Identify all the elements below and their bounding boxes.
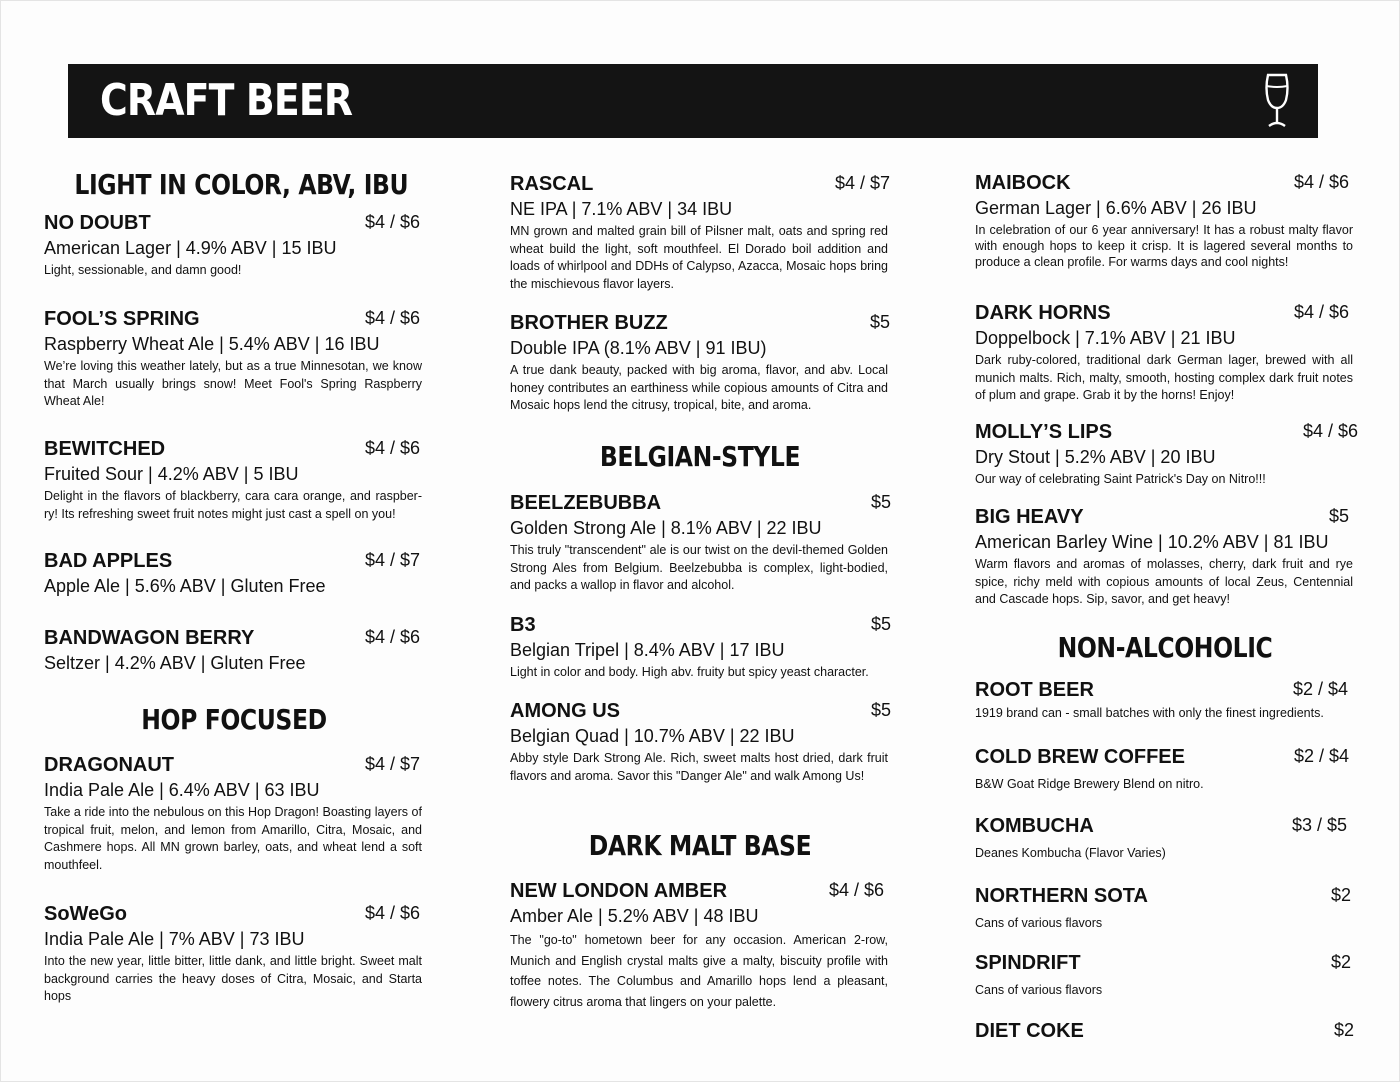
item-description: Delight in the flavors of blackberry, cara cara orange, and raspber-ry! Its refreshing sweet fruit notes might just cast a spell on you! (44, 489, 422, 521)
item-name: KOMBUCHA (975, 815, 1094, 837)
item-description: Deanes Kombucha (Flavor Varies) (975, 846, 1166, 860)
menu-item-bandwagon-berry (44, 627, 424, 675)
menu-item-no-doubt (44, 212, 424, 280)
item-style: NE IPA | 7.1% ABV | 34 IBU (510, 199, 733, 219)
item-description: Warm flavors and aromas of molasses, cherry, dark fruit and rye spice, richy meld with copious amounts of local Zeus, Centennial and Cascade hops. Sip, savor, and get heavy! (975, 557, 1353, 607)
item-price: $4 / $7 (835, 173, 891, 193)
item-price: $4 / $6 (1303, 421, 1359, 441)
item-price: $2 (1331, 952, 1352, 972)
item-price: $5 (870, 312, 891, 332)
item-name: BROTHER BUZZ (510, 312, 668, 334)
section-title-dark-malt: DARK MALT BASE (588, 829, 812, 862)
menu-item-bewitched (44, 438, 424, 523)
item-name: DARK HORNS (975, 302, 1111, 324)
item-style: American Barley Wine | 10.2% ABV | 81 IBU (975, 532, 1329, 552)
menu-title: CRAFT BEER (100, 75, 353, 126)
menu-item-mollys-lips (975, 421, 1359, 489)
item-style: Amber Ale | 5.2% ABV | 48 IBU (510, 906, 759, 926)
item-description: Light in color and body. High abv. fruity but spicy yeast character. (510, 665, 869, 679)
item-price: $5 (1329, 506, 1350, 526)
item-name: BEELZEBUBBA (510, 492, 662, 514)
item-price: $4 / $6 (365, 627, 421, 647)
menu-item-big-heavy (975, 506, 1355, 609)
item-price: $5 (871, 492, 892, 512)
item-price: $2 (1331, 885, 1352, 905)
item-style: Fruited Sour | 4.2% ABV | 5 IBU (44, 464, 299, 484)
item-style: Double IPA (8.1% ABV | 91 IBU) (510, 338, 767, 358)
menu-item-root-beer (975, 679, 1355, 723)
section-title-hop-focused: HOP FOCUSED (141, 703, 327, 736)
item-name: MAIBOCK (975, 172, 1071, 194)
item-name: BEWITCHED (44, 438, 166, 460)
item-style: Seltzer | 4.2% ABV | Gluten Free (44, 653, 306, 673)
item-name: AMONG US (510, 700, 620, 722)
menu-item-northern-sota (975, 885, 1355, 933)
item-name: MOLLY’S LIPS (975, 421, 1113, 443)
item-description: In celebration of our 6 year anniversary! It has a robust malty flavor with enough hops to keep it crisp. It is lagered several months to produce a clean profile. For warms days and cool nights! (975, 223, 1353, 269)
item-description: Cans of various flavors (975, 983, 1103, 997)
item-price: $4 / $7 (365, 754, 421, 774)
menu-item-dark-horns (975, 302, 1355, 405)
item-description: Light, sessionable, and damn good! (44, 263, 242, 277)
menu-item-kombucha (975, 815, 1355, 863)
item-style: India Pale Ale | 7% ABV | 73 IBU (44, 929, 305, 949)
item-name: DIET COKE (975, 1020, 1084, 1042)
menu-item-rascal (510, 173, 890, 293)
menu-item-b3 (510, 614, 890, 682)
item-description: Dark ruby-colored, traditional dark German lager, brewed with all munich malts. Rich, malty, smooth, hosting complex dark fruit notes of plum and grape. Grab it by the horns! Enjoy! (975, 353, 1353, 403)
menu-item-dragonaut (44, 754, 424, 874)
menu-item-fools-spring (44, 308, 424, 411)
menu-item-bad-apples (44, 550, 424, 598)
item-name: FOOL’S SPRING (44, 308, 200, 330)
item-description: Cans of various flavors (975, 916, 1103, 930)
item-name: NO DOUBT (44, 212, 151, 234)
menu-item-spindrift (975, 952, 1355, 1000)
item-description: MN grown and malted grain bill of Pilsner malt, oats and spring red wheat build the light, soft mouthfeel. El Dorado boil addition and loads of whirlpool and DDHs of Calypso, Azacca, Mosaic hops bring the mischievous flavor layers. (510, 224, 888, 291)
item-price: $4 / $6 (829, 880, 885, 900)
item-description: We’re loving this weather lately, but as a true Minnesotan, we know that March usually brings snow! Meet Fool's Spring Raspberry Wheat Ale! (44, 359, 422, 409)
section-title-light: LIGHT IN COLOR, ABV, IBU (74, 168, 409, 201)
item-description: This truly "transcendent" ale is our twist on the devil-themed Golden Strong Ales from Belgium. Beelzebubba is complex, light-bodied, and packs a wallop in flavor and alcohol. (510, 543, 888, 593)
item-name: NORTHERN SOTA (975, 885, 1148, 907)
menu-item-brother-buzz (510, 312, 890, 415)
item-style: India Pale Ale | 6.4% ABV | 63 IBU (44, 780, 320, 800)
item-style: Apple Ale | 5.6% ABV | Gluten Free (44, 576, 326, 596)
item-description: Into the new year, little bitter, little dank, and little bright. Sweet malt background carries the heavy doses of Citra, Mosaic, and Starta hops (44, 954, 422, 1004)
menu-item-sowego (44, 903, 424, 1006)
item-name: BIG HEAVY (975, 506, 1084, 528)
item-style: American Lager | 4.9% ABV | 15 IBU (44, 238, 337, 258)
item-price: $2 / $4 (1294, 746, 1350, 766)
menu-item-beelzebubba (510, 492, 890, 595)
beer-glass-icon (1262, 72, 1292, 130)
item-description: Take a ride into the nebulous on this Hop Dragon! Boasting layers of tropical fruit, melon, and lemon from Amarillo, Citra, Mosaic, and Cashmere hops. All MN grown barley, oats, and wheat lend a soft mouthfeel. (44, 805, 422, 872)
item-name: DRAGONAUT (44, 754, 174, 776)
item-style: Doppelbock | 7.1% ABV | 21 IBU (975, 328, 1236, 348)
item-description: 1919 brand can - small batches with only the finest ingredients. (975, 706, 1324, 720)
item-price: $4 / $6 (1294, 302, 1350, 322)
item-name: NEW LONDON AMBER (510, 880, 728, 902)
item-name: SoWeGo (44, 903, 127, 925)
item-style: German Lager | 6.6% ABV | 26 IBU (975, 198, 1257, 218)
item-style: Dry Stout | 5.2% ABV | 20 IBU (975, 447, 1216, 467)
header-bar (68, 64, 1318, 138)
item-price: $4 / $6 (365, 438, 421, 458)
section-title-non-alcoholic: NON-ALCOHOLIC (1057, 631, 1273, 664)
item-name: BAD APPLES (44, 550, 173, 572)
item-price: $4 / $7 (365, 550, 421, 570)
item-price: $3 / $5 (1292, 815, 1348, 835)
item-style: Raspberry Wheat Ale | 5.4% ABV | 16 IBU (44, 334, 380, 354)
item-style: Belgian Tripel | 8.4% ABV | 17 IBU (510, 640, 785, 660)
item-description: A true dank beauty, packed with big aroma, flavor, and abv. Local honey contributes an earthiness while copious amounts of Citra and Mosaic hops lend the citrusy, tropical, bite, and aroma. (510, 363, 888, 413)
item-name: ROOT BEER (975, 679, 1094, 701)
item-description: The "go-to" hometown beer for any occasion. American 2-row, Munich and English crystal malts give a malty, biscuity profile with toffee notes. The Columbus and Amarillo hops lend a pleasant, flowery citrus aroma that lingers on your palette. (510, 933, 888, 1009)
menu-item-diet-coke (975, 1020, 1355, 1044)
item-name: SPINDRIFT (975, 952, 1081, 974)
item-price: $4 / $6 (365, 308, 421, 328)
item-name: BANDWAGON BERRY (44, 627, 255, 649)
menu-item-cold-brew-coffee (975, 746, 1355, 794)
item-price: $5 (871, 614, 892, 634)
item-style: Belgian Quad | 10.7% ABV | 22 IBU (510, 726, 795, 746)
item-price: $4 / $6 (365, 903, 421, 923)
item-price: $4 / $6 (1294, 172, 1350, 192)
item-description: Abby style Dark Strong Ale. Rich, sweet malts host dried, dark fruit flavors and aroma. Savor this "Danger Ale" and walk Among Us! (510, 751, 888, 783)
item-price: $2 (1334, 1020, 1355, 1040)
menu-item-new-london-amber (510, 880, 890, 1012)
menu-item-maibock (975, 172, 1355, 270)
item-description: Our way of celebrating Saint Patrick's Day on Nitro!!! (975, 472, 1266, 486)
item-price: $4 / $6 (365, 212, 421, 232)
item-price: $2 / $4 (1293, 679, 1349, 699)
section-title-belgian: BELGIAN-STYLE (599, 440, 801, 473)
item-style: Golden Strong Ale | 8.1% ABV | 22 IBU (510, 518, 822, 538)
item-name: RASCAL (510, 173, 594, 195)
item-description: B&W Goat Ridge Brewery Blend on nitro. (975, 777, 1204, 791)
item-price: $5 (871, 700, 892, 720)
menu-item-among-us (510, 700, 890, 785)
item-name: COLD BREW COFFEE (975, 746, 1185, 768)
item-name: B3 (510, 614, 536, 636)
